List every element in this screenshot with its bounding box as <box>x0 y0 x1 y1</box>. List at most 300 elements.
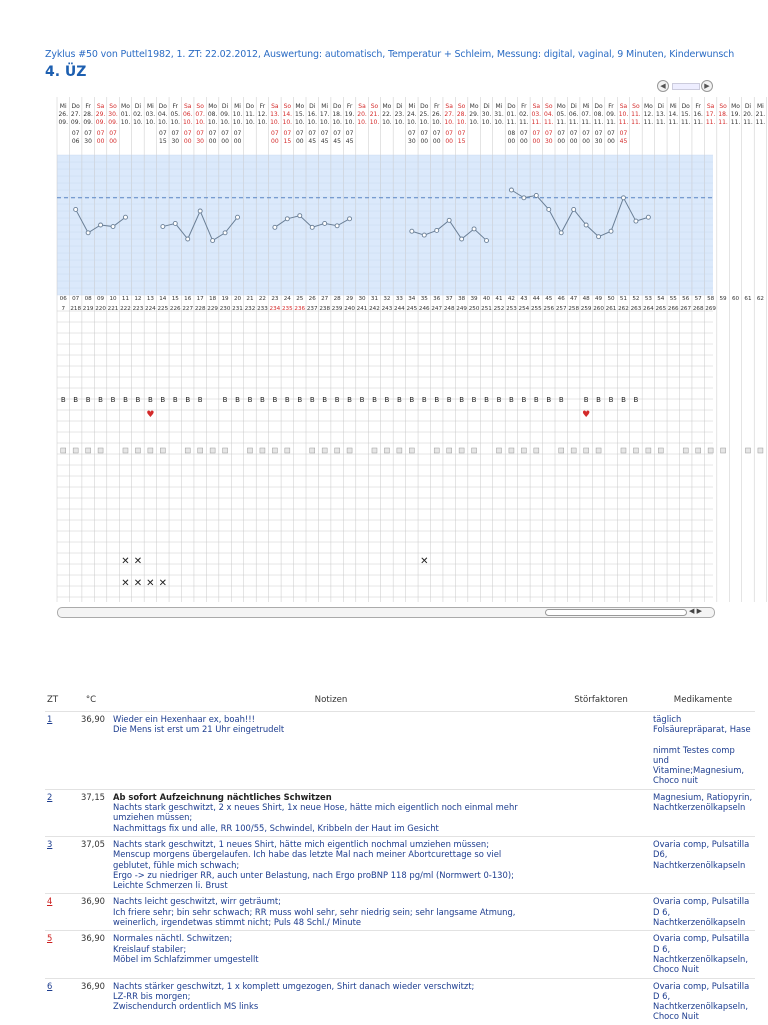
date-bottom-label: 10. <box>369 119 380 126</box>
square-marker <box>86 448 91 453</box>
date-top-label: 11. <box>245 111 255 118</box>
time-hour-label: 07 <box>295 130 304 137</box>
date-top-label: 30. <box>108 111 118 118</box>
date-top-label: 14. <box>282 111 293 118</box>
time-hour-label: 07 <box>432 130 441 137</box>
date-bottom-label: 11. <box>556 119 566 126</box>
zt-link[interactable]: 4 <box>45 894 71 931</box>
cycle-day-number: 231 <box>232 306 243 312</box>
square-marker <box>683 448 688 453</box>
mucus-marker: B <box>434 396 440 404</box>
day-label: Mi <box>59 103 67 110</box>
square-marker <box>758 448 763 453</box>
day-label: Mo <box>295 103 305 110</box>
stoerfaktoren-cell <box>551 712 651 790</box>
date-bottom-label: 11. <box>606 119 616 126</box>
temperature-point <box>410 229 414 233</box>
day-label: Di <box>570 103 577 110</box>
cycle-day-number: 237 <box>306 306 318 312</box>
square-marker <box>135 448 140 453</box>
square-marker <box>496 448 501 453</box>
temperature-point <box>460 237 464 241</box>
medikamente-cell <box>651 836 755 893</box>
day-index-number: 58 <box>707 296 715 302</box>
mucus-marker: B <box>172 396 178 404</box>
medikamente-cell <box>651 712 755 790</box>
day-index-number: 15 <box>171 296 179 302</box>
square-marker <box>185 448 190 453</box>
day-index-number: 21 <box>246 296 254 302</box>
day-label: Do <box>420 103 429 110</box>
time-minute-label: 15 <box>159 138 167 145</box>
cycle-day-number: 241 <box>356 306 368 312</box>
note-line: Leichte Schmerzen li. Brust <box>113 880 228 891</box>
day-index-number: 36 <box>433 296 441 302</box>
day-index-number: 07 <box>72 296 80 302</box>
cycle-day-number: 232 <box>244 306 256 312</box>
scroll-position-indicator[interactable] <box>672 83 700 90</box>
mucus-marker: B <box>247 396 253 404</box>
day-index-number: 55 <box>669 296 677 302</box>
stoerfaktoren-cell <box>551 931 651 978</box>
temperature-point <box>509 188 513 192</box>
time-minute-label: 00 <box>507 138 516 145</box>
date-top-label: 13. <box>656 111 666 118</box>
square-marker <box>98 448 103 453</box>
mucus-marker: B <box>60 396 66 404</box>
medication-line: Choco Nuit <box>653 1011 699 1022</box>
table-row <box>45 931 755 978</box>
time-minute-label: 00 <box>221 138 229 145</box>
date-top-label: 24. <box>407 111 417 118</box>
zt-link[interactable]: 2 <box>45 789 71 836</box>
mucus-marker: B <box>160 396 166 404</box>
date-bottom-label: 11. <box>593 119 604 126</box>
mucus-marker: B <box>446 396 452 404</box>
time-minute-label: 30 <box>408 138 416 145</box>
cycle-day-number: 256 <box>543 306 555 312</box>
cross-marker: ✕ <box>133 578 143 589</box>
scrollbar-thumb[interactable] <box>545 609 687 616</box>
cycle-day-number: 229 <box>207 306 218 312</box>
day-label: Di <box>396 103 403 110</box>
mucus-marker: B <box>123 396 128 404</box>
note-line: Nachmittags fix und alle, RR 100/55, Schwindel, Kribbeln der Haut im Gesicht <box>113 822 439 833</box>
time-hour-label: 07 <box>557 130 566 137</box>
note-line: Möbel im Schlafzimmer umgestellt <box>113 953 259 964</box>
time-hour-label: 07 <box>457 130 466 137</box>
zt-link[interactable]: 1 <box>45 712 71 790</box>
date-bottom-label: 10. <box>382 119 392 126</box>
day-label: Di <box>744 103 752 110</box>
square-marker <box>210 448 215 453</box>
square-marker <box>61 448 66 453</box>
day-index-number: 54 <box>657 296 665 302</box>
square-marker <box>272 448 277 453</box>
date-bottom-label: 11. <box>544 119 554 126</box>
day-index-number: 19 <box>221 296 229 302</box>
date-top-label: 09. <box>606 111 616 118</box>
date-bottom-label: 11. <box>680 119 691 126</box>
zt-link[interactable]: 3 <box>45 836 71 893</box>
scrollbar-arrows[interactable]: ◀ ▶ <box>689 607 702 615</box>
cycle-day-number: 260 <box>593 306 604 312</box>
date-bottom-label: 09. <box>108 119 118 126</box>
temperature-point <box>584 223 588 227</box>
mucus-marker: B <box>347 396 352 404</box>
date-bottom-label: 10. <box>158 119 168 126</box>
day-index-number: 22 <box>258 296 266 302</box>
cycle-day-number: 230 <box>219 306 231 312</box>
day-label: Mo <box>731 103 740 110</box>
day-label: So <box>370 103 379 110</box>
day-label: Sa <box>706 103 715 110</box>
cycle-day-number: 235 <box>281 306 293 312</box>
day-index-number: 45 <box>545 296 553 302</box>
note-line: Ergo -> zu niedriger RR, auch unter Belastung, nach Ergo proBNP 118 pg/ml (Normwert 0-130); <box>113 869 514 880</box>
temperature-point <box>559 231 563 235</box>
table-row <box>45 978 755 1025</box>
cycle-day-number: 218 <box>70 306 82 312</box>
day-index-number: 49 <box>595 296 603 302</box>
note-line: Zwischendurch ordentlich MS links <box>113 1001 259 1012</box>
medication-line: Nachtkerzenölkapseln, <box>653 953 749 964</box>
date-top-label: 06. <box>568 111 579 118</box>
day-index-number: 61 <box>744 296 752 302</box>
square-marker <box>447 448 452 453</box>
time-minute-label: 30 <box>544 138 553 145</box>
table-row <box>45 712 755 790</box>
scroll-right-icon[interactable]: ▶ <box>701 80 713 92</box>
cross-marker: ✕ <box>420 556 429 567</box>
mucus-marker: B <box>322 396 328 404</box>
square-marker <box>148 448 153 453</box>
date-bottom-label: 10. <box>456 119 467 126</box>
temperature-point <box>335 224 339 228</box>
square-marker <box>534 448 539 453</box>
day-index-number: 24 <box>283 296 291 302</box>
date-top-label: 15. <box>295 111 305 118</box>
date-bottom-label: 11. <box>506 119 517 126</box>
date-top-label: 20. <box>743 111 753 118</box>
date-bottom-label: 10. <box>319 119 330 126</box>
temperature-point <box>547 207 551 211</box>
time-minute-label: 00 <box>420 138 429 145</box>
date-top-label: 21. <box>369 111 380 118</box>
page-title: 4. ÜZ <box>45 64 87 80</box>
medication-line: D6, <box>653 849 668 860</box>
mucus-marker: B <box>608 396 614 404</box>
time-hour-label: 07 <box>233 130 242 137</box>
day-index-number: 14 <box>159 296 167 302</box>
day-label: Fr <box>433 103 440 110</box>
time-minute-label: 00 <box>607 138 615 145</box>
cycle-day-number: 219 <box>82 306 94 312</box>
mucus-marker: B <box>197 396 203 404</box>
date-bottom-label: 10. <box>270 119 280 126</box>
day-label: Mi <box>757 103 764 110</box>
day-index-number: 27 <box>321 296 329 302</box>
date-top-label: 28. <box>456 111 467 118</box>
day-index-number: 51 <box>619 296 628 302</box>
time-hour-label: 07 <box>532 130 541 137</box>
day-index-number: 59 <box>719 296 727 302</box>
cycle-day-number: 244 <box>394 306 405 312</box>
stoerfaktoren-cell <box>551 789 651 836</box>
time-hour-label: 07 <box>333 130 341 137</box>
date-bottom-label: 10. <box>220 119 230 126</box>
date-top-label: 30. <box>481 111 492 118</box>
medication-line: Ovaria comp, Pulsatilla <box>653 980 750 991</box>
day-index-number: 16 <box>184 296 192 302</box>
cycle-day-number: 262 <box>618 306 629 312</box>
medication-line: Choco Nuit <box>653 964 699 975</box>
date-top-label: 13. <box>270 111 280 118</box>
date-bottom-label: 10. <box>494 119 504 126</box>
mucus-marker: B <box>583 396 589 404</box>
mucus-marker: B <box>284 396 290 404</box>
day-label: Fr <box>172 103 179 110</box>
day-label: Di <box>657 103 664 110</box>
date-bottom-label: 11. <box>568 119 579 126</box>
day-index-number: 52 <box>632 296 640 302</box>
temperature-cell: 36,90 <box>71 978 111 1025</box>
time-minute-label: 15 <box>457 138 466 145</box>
square-marker <box>459 448 464 453</box>
temperature-point <box>236 215 240 219</box>
notes-cell <box>111 931 551 978</box>
temperature-point <box>634 219 638 223</box>
day-index-number: 41 <box>495 296 503 302</box>
mucus-marker: B <box>533 396 539 404</box>
date-bottom-label: 10. <box>232 119 243 126</box>
day-index-number: 06 <box>59 296 67 302</box>
cycle-day-number: 259 <box>580 306 592 312</box>
stoerfaktoren-cell <box>551 894 651 931</box>
time-minute-label: 06 <box>71 138 80 145</box>
time-minute-label: 30 <box>171 138 180 145</box>
date-bottom-label: 10. <box>332 119 342 126</box>
day-label: Di <box>483 103 490 110</box>
medication-line: Ovaria comp, Pulsatilla <box>653 933 750 944</box>
cycle-day-number: 7 <box>61 306 66 312</box>
day-label: So <box>109 103 117 110</box>
mucus-marker: B <box>260 396 265 404</box>
mucus-marker: B <box>596 396 601 404</box>
cycle-day-number: 265 <box>655 306 667 312</box>
day-index-number: 35 <box>420 296 428 302</box>
medication-line: nimmt Testes comp <box>653 744 735 755</box>
day-label: So <box>283 103 292 110</box>
day-index-number: 30 <box>358 296 366 302</box>
cycle-day-number: 252 <box>493 306 505 312</box>
cycle-day-number: 228 <box>194 306 206 312</box>
day-label: Di <box>134 103 142 110</box>
square-marker <box>621 448 626 453</box>
temperature-point <box>447 218 451 222</box>
cycle-day-number: 224 <box>145 306 156 312</box>
date-top-label: 05. <box>170 111 181 118</box>
day-label: Do <box>594 103 603 110</box>
time-minute-label: 00 <box>271 138 279 145</box>
mucus-marker: B <box>396 396 402 404</box>
cycle-day-number: 234 <box>269 306 281 312</box>
day-index-number: 31 <box>370 296 379 302</box>
time-minute-label: 00 <box>109 138 117 145</box>
temperature-point <box>310 225 314 229</box>
day-index-number: 37 <box>445 296 453 302</box>
date-top-label: 15. <box>680 111 691 118</box>
temperature-point <box>348 217 352 221</box>
date-bottom-label: 11. <box>531 119 542 126</box>
time-minute-label: 00 <box>582 138 590 145</box>
date-top-label: 28. <box>83 111 93 118</box>
time-hour-label: 07 <box>71 130 80 137</box>
time-hour-label: 07 <box>582 130 590 137</box>
mucus-marker: B <box>621 396 626 404</box>
mucus-marker: B <box>85 396 91 404</box>
date-top-label: 27. <box>70 111 81 118</box>
temperature-point <box>435 228 439 232</box>
date-bottom-label: 10. <box>120 119 131 126</box>
mucus-marker: B <box>73 396 79 404</box>
cycle-day-number: 236 <box>294 306 306 312</box>
medication-line: Vitamine;Magnesium, <box>653 765 745 776</box>
note-line: Kreislauf stabiler; <box>113 943 187 954</box>
date-top-label: 25. <box>419 111 430 118</box>
square-marker <box>721 448 726 453</box>
time-minute-label: 00 <box>183 138 192 145</box>
square-marker <box>696 448 701 453</box>
day-label: Fr <box>695 103 701 110</box>
date-top-label: 18. <box>332 111 342 118</box>
mucus-marker: B <box>558 396 564 404</box>
date-top-label: 19. <box>730 111 741 118</box>
header-zt: ZT <box>47 695 59 705</box>
time-hour-label: 07 <box>183 130 192 137</box>
date-top-label: 29. <box>469 111 479 118</box>
time-minute-label: 00 <box>569 138 578 145</box>
day-label: Do <box>507 103 516 110</box>
mucus-marker: B <box>98 396 103 404</box>
date-bottom-label: 10. <box>145 119 156 126</box>
date-top-label: 26. <box>58 111 68 118</box>
temperature-point <box>211 239 215 243</box>
day-index-number: 10 <box>109 296 117 302</box>
mucus-marker: B <box>372 396 377 404</box>
temperature-point <box>198 209 202 213</box>
cycle-day-number: 223 <box>132 306 144 312</box>
scroll-left-icon[interactable]: ◀ <box>657 80 669 92</box>
day-label: Do <box>158 103 167 110</box>
time-minute-label: 45 <box>320 138 329 145</box>
temperature-point <box>74 207 78 211</box>
date-top-label: 12. <box>643 111 654 118</box>
date-top-label: 02. <box>519 111 529 118</box>
temperature-point <box>161 225 165 229</box>
date-bottom-label: 09. <box>83 119 93 126</box>
day-label: Do <box>71 103 80 110</box>
mucus-marker: B <box>484 396 489 404</box>
table-row <box>45 894 755 931</box>
day-label: So <box>545 103 553 110</box>
day-label: Sa <box>96 103 105 110</box>
medication-line: und <box>653 754 669 765</box>
square-marker <box>198 448 203 453</box>
day-label: Di <box>221 103 229 110</box>
cycle-day-number: 255 <box>530 306 542 312</box>
temperature-point <box>111 225 115 229</box>
medication-line: täglich <box>653 714 682 724</box>
day-label: Di <box>309 103 316 110</box>
cycle-day-number: 257 <box>555 306 567 312</box>
cycle-day-number: 233 <box>257 306 268 312</box>
temperature-point <box>597 235 601 239</box>
date-top-label: 16. <box>307 111 317 118</box>
notes-cell <box>111 789 551 836</box>
day-index-number: 33 <box>395 296 403 302</box>
medication-line: Magnesium, Ratiopyrin, <box>653 791 753 802</box>
time-hour-label: 07 <box>420 130 429 137</box>
day-index-number: 34 <box>408 296 416 302</box>
temperature-cell: 37,05 <box>71 836 111 893</box>
temperature-cell: 36,90 <box>71 931 111 978</box>
zt-link[interactable]: 5 <box>45 931 71 978</box>
date-bottom-label: 10. <box>245 119 255 126</box>
cycle-day-number: 258 <box>568 306 580 312</box>
notes-cell <box>111 894 551 931</box>
day-index-number: 11 <box>121 296 130 302</box>
medikamente-cell <box>651 894 755 931</box>
mucus-marker: B <box>110 396 116 404</box>
date-top-label: 20. <box>357 111 367 118</box>
mucus-marker: B <box>235 396 240 404</box>
time-minute-label: 00 <box>96 138 105 145</box>
date-top-label: 26. <box>431 111 442 118</box>
header-notes: Notizen <box>314 695 348 705</box>
mucus-marker: B <box>509 396 514 404</box>
cycle-day-number: 243 <box>381 306 393 312</box>
date-top-label: 14. <box>668 111 679 118</box>
square-marker <box>509 448 514 453</box>
day-label: Sa <box>271 103 279 110</box>
cycle-day-number: 247 <box>431 306 443 312</box>
horizontal-scrollbar[interactable] <box>57 607 715 618</box>
date-top-label: 05. <box>556 111 566 118</box>
cycle-day-number: 239 <box>331 306 343 312</box>
zt-link[interactable]: 6 <box>45 978 71 1025</box>
date-bottom-label: 10. <box>207 119 218 126</box>
temperature-cell: 36,90 <box>71 712 111 790</box>
day-index-number: 12 <box>134 296 142 302</box>
date-bottom-label: 10. <box>344 119 355 126</box>
square-marker <box>260 448 265 453</box>
note-line: Nachts stärker geschwitzt, 1 x komplett umgezogen, Shirt danach wieder verschwitzt; <box>113 980 475 991</box>
day-index-number: 09 <box>97 296 105 302</box>
date-top-label: 10. <box>618 111 629 118</box>
date-bottom-label: 11. <box>668 119 679 126</box>
square-marker <box>646 448 651 453</box>
cycle-day-number: 220 <box>95 306 106 312</box>
table-row <box>45 836 755 893</box>
date-top-label: 01. <box>506 111 517 118</box>
temperature-point <box>285 217 289 221</box>
time-hour-label: 07 <box>345 130 354 137</box>
day-index-number: 29 <box>346 296 354 302</box>
day-label: Mo <box>208 103 218 110</box>
day-label: Fr <box>259 103 266 110</box>
date-top-label: 08. <box>593 111 604 118</box>
